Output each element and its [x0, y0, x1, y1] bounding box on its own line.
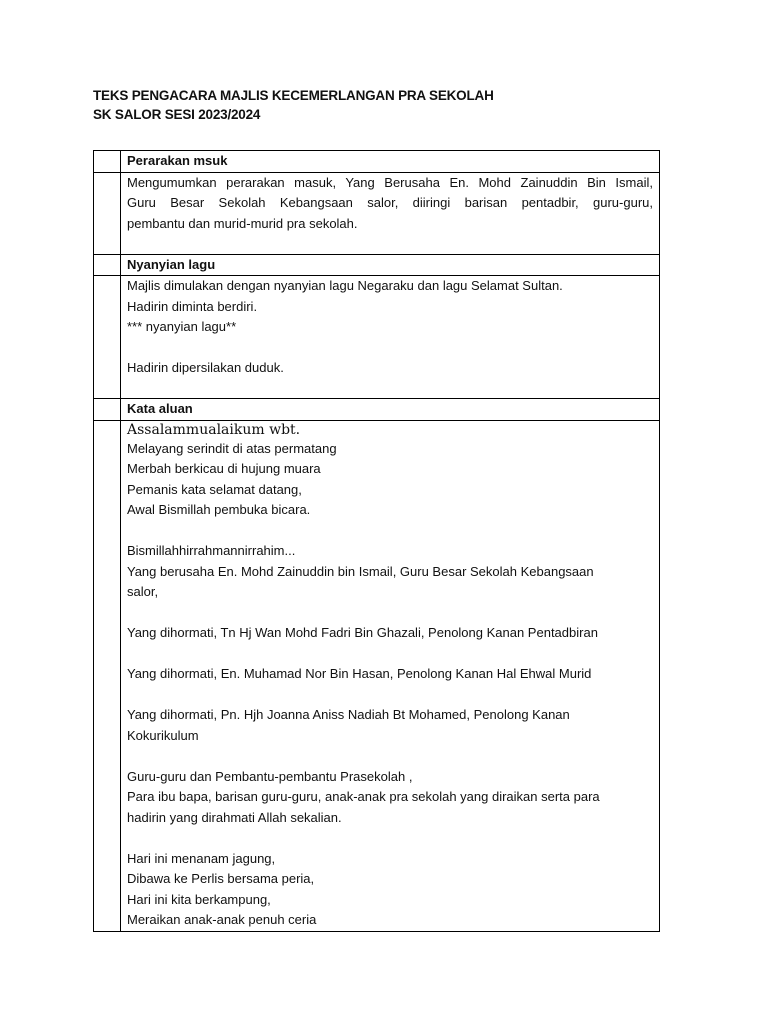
salam-line: Assalammualaikum wbt. [127, 421, 301, 438]
body-line: Guru Besar Sekolah Kebangsaan salor, diiringi barisan pentadbir, guru-guru, [127, 195, 653, 210]
number-cell [94, 420, 121, 931]
number-cell [94, 399, 121, 421]
title-line-1: TEKS PENGACARA MAJLIS KECEMERLANGAN PRA SEKOLAH [93, 88, 494, 103]
document-title [93, 86, 494, 124]
table-row [94, 172, 660, 254]
body-line: Yang berusaha En. Mohd Zainuddin bin Ismail, Guru Besar Sekolah Kebangsaan [127, 563, 594, 579]
spacer [127, 746, 653, 767]
spacer [127, 603, 653, 624]
pantun-line: Hari ini kita berkampung, [127, 891, 271, 907]
table-row [94, 151, 660, 173]
spacer [127, 521, 653, 542]
pantun-line: Melayang serindit di atas permatang [127, 440, 337, 456]
body-line: Yang dihormati, Tn Hj Wan Mohd Fadri Bin Ghazali, Penolong Kanan Pentadbiran [127, 625, 598, 640]
table-row [94, 254, 660, 276]
body-line: pembantu dan murid-murid pra sekolah. [127, 215, 358, 231]
pantun-line: Awal Bismillah pembuka bicara. [127, 502, 311, 517]
body-line: salor, [127, 584, 159, 599]
section-body-nyanyian [121, 276, 660, 399]
spacer [127, 338, 653, 359]
body-line: Hadirin diminta berdiri. [127, 298, 258, 314]
body-line: Kokurikulum [127, 727, 199, 743]
body-line: Para ibu bapa, barisan guru-guru, anak-anak pra sekolah yang diraikan serta para [127, 789, 600, 804]
number-cell [94, 276, 121, 399]
program-table [93, 150, 660, 932]
table-row [94, 399, 660, 421]
body-line: Yang dihormati, Pn. Hjh Joanna Aniss Nadiah Bt Mohamed, Penolong Kanan [127, 707, 570, 722]
pantun-line: Pemanis kata selamat datang, [127, 481, 302, 497]
pantun-line: Merbah berkicau di hujung muara [127, 461, 321, 476]
number-cell [94, 172, 121, 254]
body-line: Guru-guru dan Pembantu-pembantu Prasekolah , [127, 768, 413, 784]
table-row [94, 420, 660, 931]
title-line-2: SK SALOR SESI 2023/2024 [93, 107, 261, 122]
body-line: *** nyanyian lagu** [127, 319, 237, 334]
pantun-line: Hari ini menanam jagung, [127, 850, 276, 866]
number-cell [94, 151, 121, 173]
table-row [94, 276, 660, 399]
section-heading-nyanyian: Nyanyian lagu [121, 254, 660, 276]
body-line: Yang dihormati, En. Muhamad Nor Bin Hasan, Penolong Kanan Hal Ehwal Murid [127, 666, 592, 681]
spacer [127, 644, 653, 665]
pantun-line: Dibawa ke Perlis bersama peria, [127, 871, 315, 886]
body-line: Mengumumkan perarakan masuk, Yang Berusaha En. Mohd Zainuddin Bin Ismail, [127, 174, 653, 190]
section-body-perarakan [121, 172, 660, 254]
body-line: Hadirin dipersilakan duduk. [127, 360, 284, 375]
spacer [127, 685, 653, 706]
spacer [127, 828, 653, 849]
body-line: Majlis dimulakan dengan nyanyian lagu Negaraku dan lagu Selamat Sultan. [127, 278, 563, 293]
pantun-line: Meraikan anak-anak penuh ceria [127, 912, 317, 927]
body-line: hadirin yang dirahmati Allah sekalian. [127, 809, 342, 825]
section-body-kata-aluan [121, 420, 660, 931]
section-heading-perarakan: Perarakan msuk [121, 151, 660, 173]
number-cell [94, 254, 121, 276]
section-heading-kata-aluan: Kata aluan [121, 399, 660, 421]
body-line: Bismillahhirrahmannirrahim... [127, 543, 296, 558]
